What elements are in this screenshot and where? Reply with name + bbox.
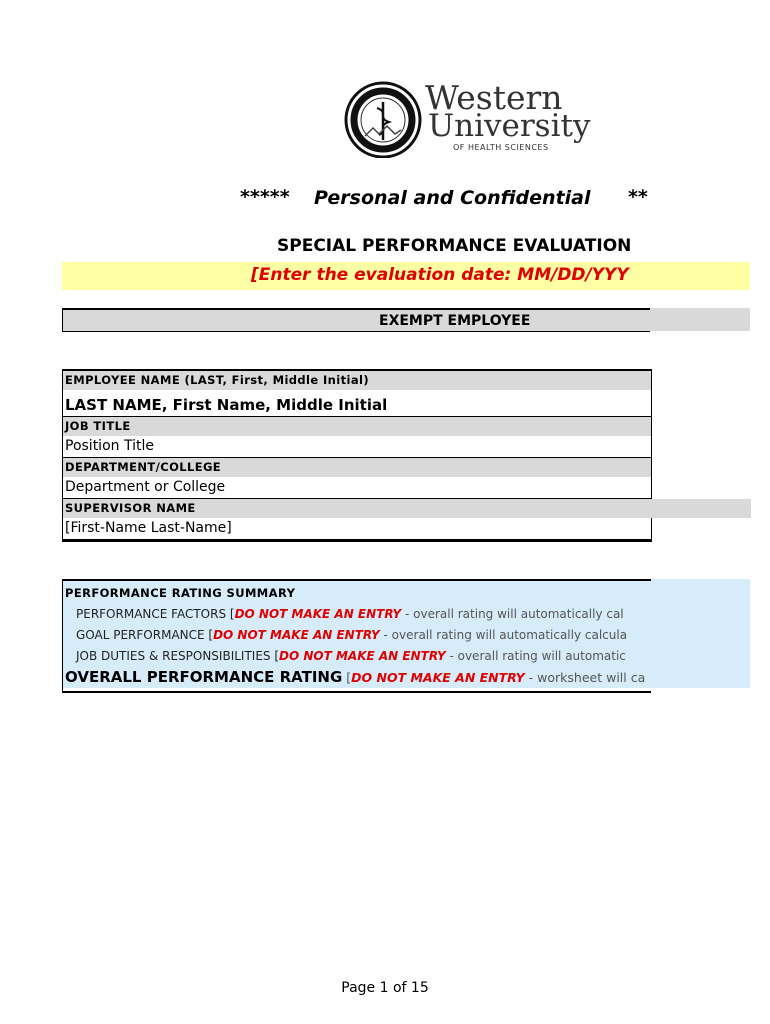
goal-performance-warning: DO NOT MAKE AN ENTRY — [213, 628, 380, 642]
overall-rating-label: OVERALL PERFORMANCE RATING — [65, 668, 343, 686]
job-title-label: JOB TITLE — [63, 417, 651, 436]
overall-rating-warning: DO NOT MAKE AN ENTRY — [351, 670, 525, 685]
job-duties-note: - overall rating will automatic — [445, 649, 626, 663]
logo-word-university: University — [428, 108, 591, 144]
supervisor-label-extension — [651, 499, 751, 518]
goal-performance-label: GOAL PERFORMANCE [ — [76, 628, 214, 642]
department-label: DEPARTMENT/COLLEGE — [63, 458, 651, 477]
exempt-employee-label: EXEMPT EMPLOYEE — [379, 313, 531, 329]
performance-factors-label: PERFORMANCE FACTORS [ — [76, 607, 235, 621]
goal-performance-note: - overall rating will automatically calcula — [379, 628, 628, 642]
page-number: Page 1 of 15 — [341, 980, 429, 996]
employee-name-label: EMPLOYEE NAME (LAST, First, Middle Initial) — [63, 371, 651, 390]
stars-left: ***** — [240, 186, 290, 208]
supervisor-name-label — [63, 499, 651, 518]
job-duties-label: JOB DUTIES & RESPONSIBILITIES [ — [76, 649, 280, 663]
overall-rating-bracket: [ — [342, 670, 352, 685]
department-field[interactable]: Department or College — [63, 477, 651, 499]
logo-word-health-sciences: OF HEALTH SCIENCES — [453, 143, 549, 152]
job-duties-row — [63, 646, 651, 667]
performance-factors-note: - overall rating will automatically cal — [401, 607, 624, 621]
confidential-label: Personal and Confidential — [314, 187, 591, 209]
exempt-employee-box — [62, 308, 650, 332]
evaluation-date-field[interactable] — [62, 262, 750, 290]
employee-info-table — [62, 369, 652, 542]
university-logo — [343, 78, 591, 158]
performance-factors-row — [63, 604, 651, 625]
performance-factors-warning: DO NOT MAKE AN ENTRY — [234, 607, 402, 621]
employee-name-field[interactable]: LAST NAME, First Name, Middle Initial — [63, 390, 651, 417]
evaluation-date-prompt: [Enter the evaluation date: MM/DD/YYY — [251, 265, 629, 285]
stars-right: ** — [628, 186, 648, 208]
job-title-field[interactable]: Position Title — [63, 436, 651, 458]
evaluation-title: SPECIAL PERFORMANCE EVALUATION — [277, 236, 632, 256]
university-seal-icon — [343, 80, 423, 158]
performance-summary-band — [62, 579, 750, 688]
confidential-line — [0, 186, 770, 214]
overall-rating-note: - worksheet will ca — [524, 670, 646, 685]
exempt-employee-band — [62, 308, 750, 331]
supervisor-name-label-text: SUPERVISOR NAME — [65, 501, 196, 515]
job-duties-warning: DO NOT MAKE AN ENTRY — [279, 649, 446, 663]
logo-word-western: Western — [425, 78, 563, 117]
goal-performance-row — [63, 625, 651, 646]
performance-summary-box — [62, 579, 651, 693]
overall-rating-row — [63, 667, 651, 688]
supervisor-name-field[interactable]: [First-Name Last-Name] — [63, 518, 651, 541]
performance-summary-heading: PERFORMANCE RATING SUMMARY — [65, 586, 296, 600]
